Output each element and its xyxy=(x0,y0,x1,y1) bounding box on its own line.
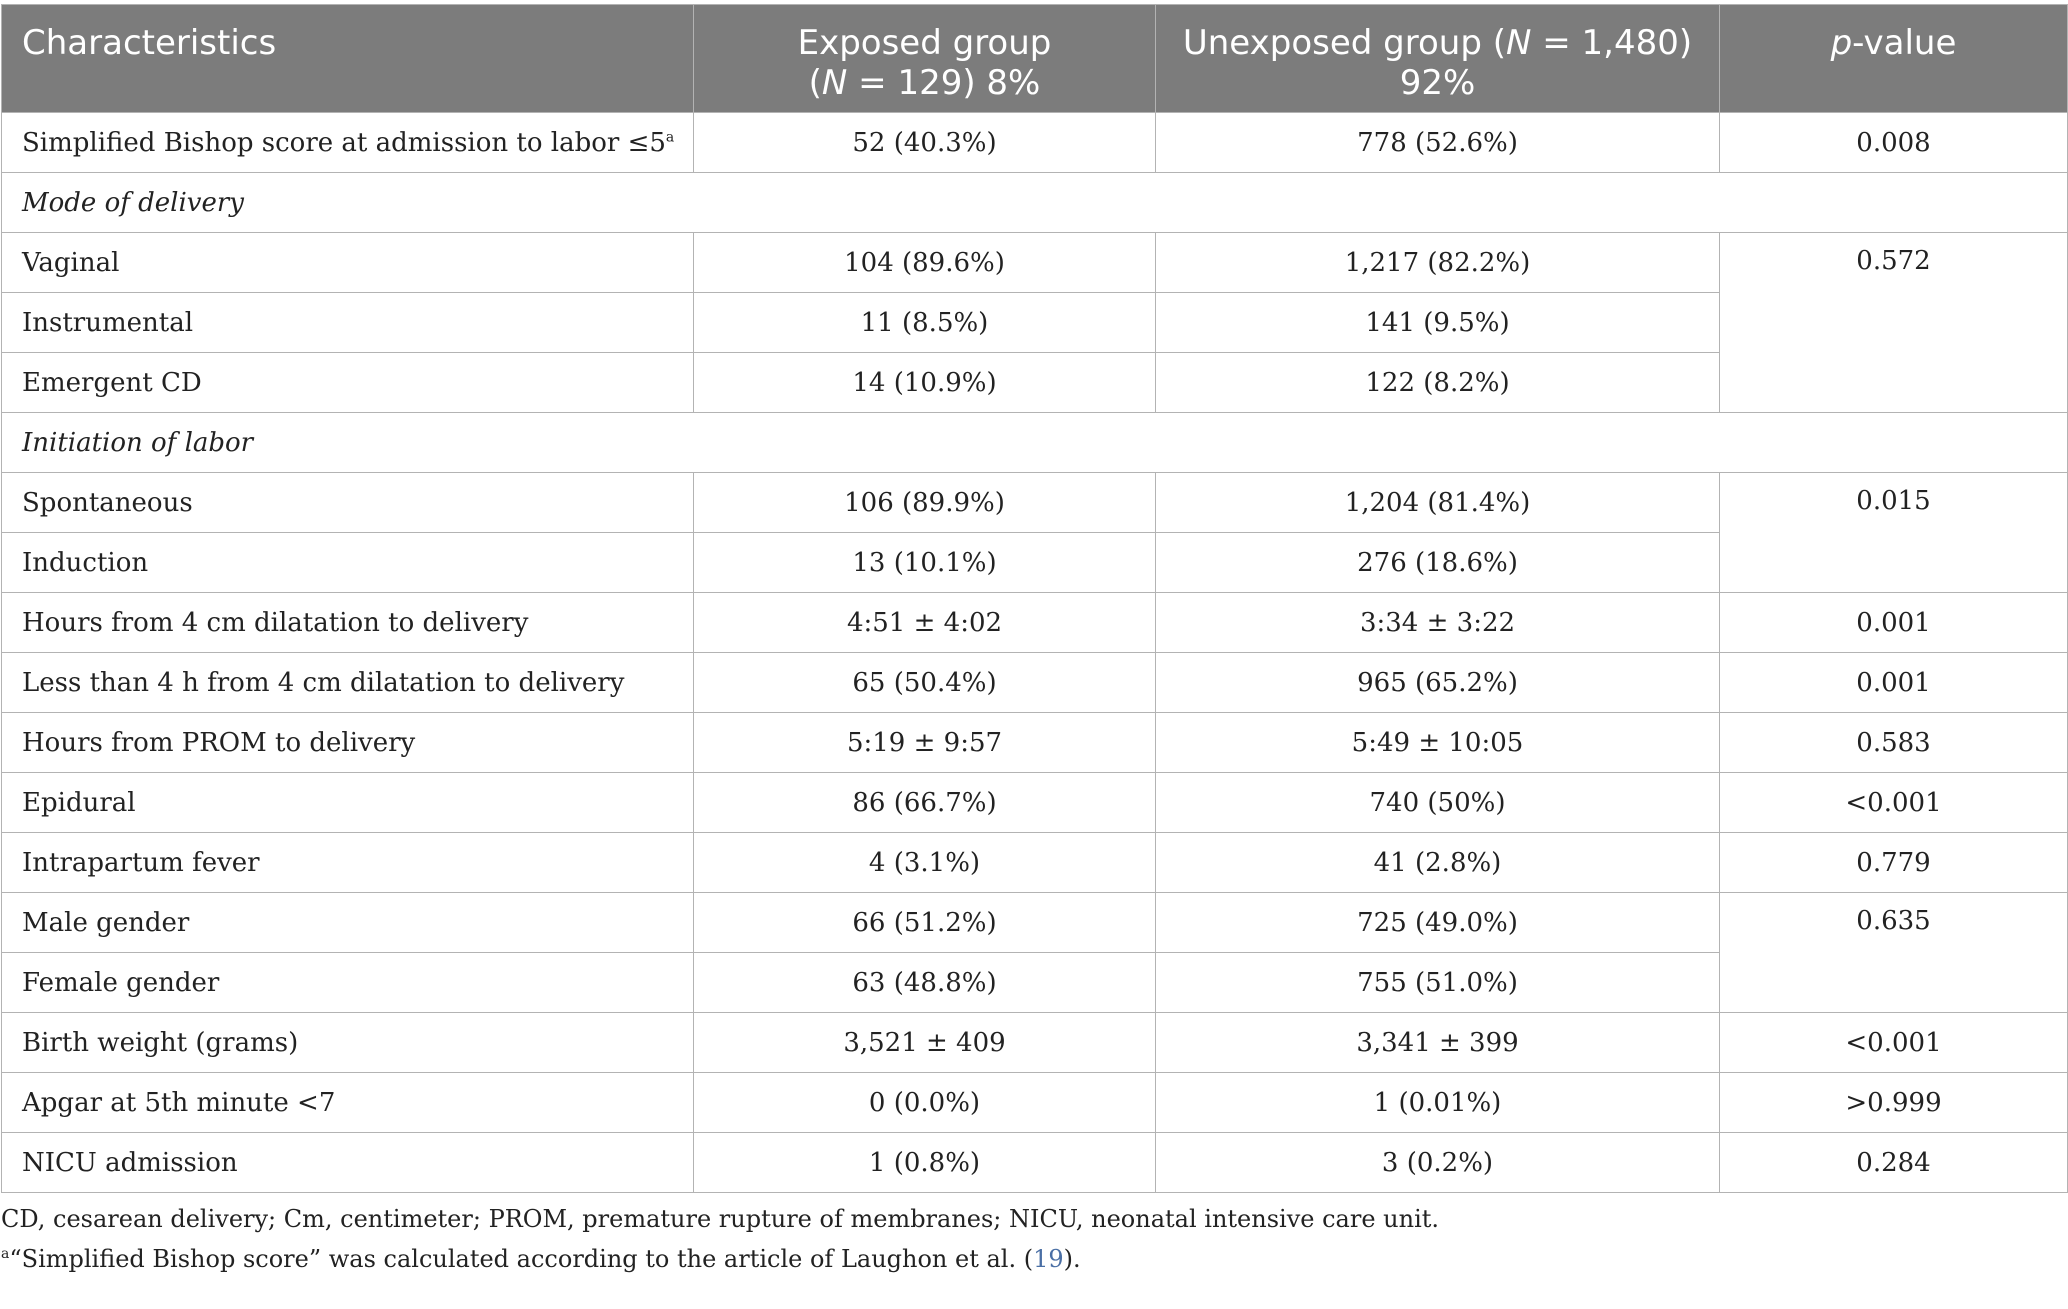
footnote-marker: a xyxy=(1,1246,10,1262)
header-exposed-n-open: ( xyxy=(808,63,822,103)
emergent-cd-exposed: 14 (10.9%) xyxy=(694,353,1156,413)
initiation-p-value: 0.015 xyxy=(1720,473,2068,593)
table-row-hours-4cm xyxy=(2,593,2068,653)
less-4h-label: Less than 4 h from 4 cm dilatation to delivery xyxy=(2,653,694,713)
table-body xyxy=(2,113,2068,1193)
induction-unexposed: 276 (18.6%) xyxy=(1156,533,1720,593)
nicu-unexposed: 3 (0.2%) xyxy=(1156,1133,1720,1193)
fever-label: Intrapartum fever xyxy=(2,833,694,893)
epidural-exposed: 86 (66.7%) xyxy=(694,773,1156,833)
induction-label: Induction xyxy=(2,533,694,593)
row-label-bishop xyxy=(2,113,694,173)
header-p-value xyxy=(1720,5,2068,113)
header-exposed-line1: Exposed group xyxy=(797,23,1052,63)
footnote-abbreviations: CD, cesarean delivery; Cm, centimeter; PROM, premature rupture of membranes; NICU, neonatal intensive care unit. xyxy=(1,1205,1440,1233)
vaginal-exposed: 104 (89.6%) xyxy=(694,233,1156,293)
emergent-cd-unexposed: 122 (8.2%) xyxy=(1156,353,1720,413)
birthweight-unexposed: 3,341 ± 399 xyxy=(1156,1013,1720,1073)
birthweight-p-value: <0.001 xyxy=(1720,1013,2068,1073)
header-exposed-group xyxy=(694,5,1156,113)
header-unexposed-pre: Unexposed group ( xyxy=(1182,23,1506,63)
apgar-unexposed: 1 (0.01%) xyxy=(1156,1073,1720,1133)
induction-exposed: 13 (10.1%) xyxy=(694,533,1156,593)
female-unexposed: 755 (51.0%) xyxy=(1156,953,1720,1013)
nicu-exposed: 1 (0.8%) xyxy=(694,1133,1156,1193)
epidural-label: Epidural xyxy=(2,773,694,833)
prom-unexposed: 5:49 ± 10:05 xyxy=(1156,713,1720,773)
bishop-exposed: 52 (40.3%) xyxy=(694,113,1156,173)
table-row-nicu xyxy=(2,1133,2068,1193)
header-row xyxy=(2,5,2068,113)
vaginal-label: Vaginal xyxy=(2,233,694,293)
instrumental-exposed: 11 (8.5%) xyxy=(694,293,1156,353)
bishop-label: Simplified Bishop score at admission to labor ≤5 xyxy=(22,127,666,158)
less-4h-exposed: 65 (50.4%) xyxy=(694,653,1156,713)
instrumental-label: Instrumental xyxy=(2,293,694,353)
nicu-p-value: 0.284 xyxy=(1720,1133,2068,1193)
bishop-footnote-marker: a xyxy=(665,128,675,145)
gender-p-value: 0.635 xyxy=(1720,893,2068,1013)
header-exposed-n-rest: = 129) 8% xyxy=(847,63,1041,103)
header-unexposed-n-rest: = 1,480) xyxy=(1531,23,1693,63)
table-row-apgar xyxy=(2,1073,2068,1133)
characteristics-table xyxy=(1,4,2068,1193)
table-row-birthweight xyxy=(2,1013,2068,1073)
instrumental-unexposed: 141 (9.5%) xyxy=(1156,293,1720,353)
table-row-less-4h xyxy=(2,653,2068,713)
prom-p-value: 0.583 xyxy=(1720,713,2068,773)
spontaneous-unexposed: 1,204 (81.4%) xyxy=(1156,473,1720,533)
results-table-container xyxy=(0,4,2068,1279)
female-label: Female gender xyxy=(2,953,694,1013)
less-4h-p-value: 0.001 xyxy=(1720,653,2068,713)
less-4h-unexposed: 965 (65.2%) xyxy=(1156,653,1720,713)
hours-4cm-unexposed: 3:34 ± 3:22 xyxy=(1156,593,1720,653)
fever-p-value: 0.779 xyxy=(1720,833,2068,893)
table-header xyxy=(2,5,2068,113)
table-row-prom xyxy=(2,713,2068,773)
footnote-bishop-text: “Simplified Bishop score” was calculated according to the article of Laughon et al. ( xyxy=(9,1245,1034,1273)
birthweight-exposed: 3,521 ± 409 xyxy=(694,1013,1156,1073)
header-unexposed-line2: 92% xyxy=(1399,63,1476,103)
apgar-label: Apgar at 5th minute <7 xyxy=(2,1073,694,1133)
prom-label: Hours from PROM to delivery xyxy=(2,713,694,773)
hours-4cm-label: Hours from 4 cm dilatation to delivery xyxy=(2,593,694,653)
header-unexposed-group xyxy=(1156,5,1720,113)
section-initiation-of-labor: Initiation of labor xyxy=(2,413,2068,473)
prom-exposed: 5:19 ± 9:57 xyxy=(694,713,1156,773)
vaginal-unexposed: 1,217 (82.2%) xyxy=(1156,233,1720,293)
table-row-epidural xyxy=(2,773,2068,833)
nicu-label: NICU admission xyxy=(2,1133,694,1193)
footnote-bishop-end: ). xyxy=(1063,1245,1081,1273)
section-row-initiation-of-labor xyxy=(2,413,2068,473)
reference-link-19[interactable]: 19 xyxy=(1033,1245,1064,1273)
header-p-rest: -value xyxy=(1852,23,1957,63)
table-row-bishop xyxy=(2,113,2068,173)
mode-of-delivery-p-value: 0.572 xyxy=(1720,233,2068,413)
header-characteristics: Characteristics xyxy=(2,5,694,113)
epidural-unexposed: 740 (50%) xyxy=(1156,773,1720,833)
male-label: Male gender xyxy=(2,893,694,953)
section-mode-of-delivery: Mode of delivery xyxy=(2,173,2068,233)
spontaneous-label: Spontaneous xyxy=(2,473,694,533)
fever-exposed: 4 (3.1%) xyxy=(694,833,1156,893)
table-row-fever xyxy=(2,833,2068,893)
bishop-p-value: 0.008 xyxy=(1720,113,2068,173)
spontaneous-exposed: 106 (89.9%) xyxy=(694,473,1156,533)
hours-4cm-p-value: 0.001 xyxy=(1720,593,2068,653)
epidural-p-value: <0.001 xyxy=(1720,773,2068,833)
table-row-vaginal xyxy=(2,233,2068,293)
male-unexposed: 725 (49.0%) xyxy=(1156,893,1720,953)
fever-unexposed: 41 (2.8%) xyxy=(1156,833,1720,893)
table-row-male xyxy=(2,893,2068,953)
birthweight-label: Birth weight (grams) xyxy=(2,1013,694,1073)
section-row-mode-of-delivery xyxy=(2,173,2068,233)
table-row-spontaneous xyxy=(2,473,2068,533)
apgar-p-value: >0.999 xyxy=(1720,1073,2068,1133)
header-unexposed-n-var: N xyxy=(1505,23,1532,63)
header-exposed-n-var: N xyxy=(821,63,848,103)
female-exposed: 63 (48.8%) xyxy=(694,953,1156,1013)
footnote-bishop xyxy=(1,1239,2068,1279)
emergent-cd-label: Emergent CD xyxy=(2,353,694,413)
apgar-exposed: 0 (0.0%) xyxy=(694,1073,1156,1133)
bishop-unexposed: 778 (52.6%) xyxy=(1156,113,1720,173)
hours-4cm-exposed: 4:51 ± 4:02 xyxy=(694,593,1156,653)
header-p-var: p xyxy=(1830,23,1853,63)
male-exposed: 66 (51.2%) xyxy=(694,893,1156,953)
